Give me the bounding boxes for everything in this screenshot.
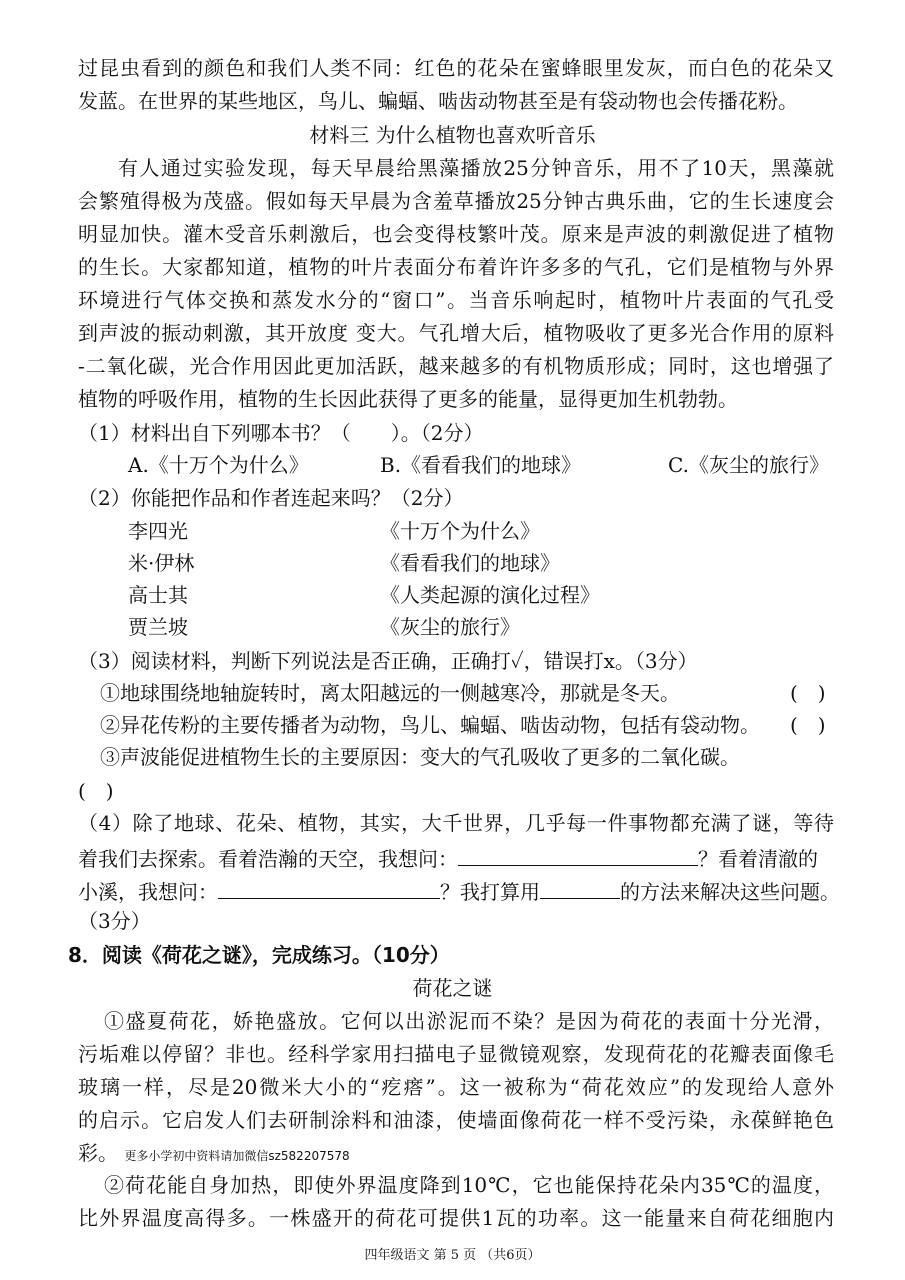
question-1-stem: （1）材料出自下列哪本书？（ ）。（2分） (78, 421, 484, 445)
text-line: -二氧化碳，光合作用因此更加活跃，越来越多的有机物质形成；同时，这也增强了 (78, 354, 834, 378)
author-item[interactable]: 米·伊林 (128, 551, 195, 575)
author-item[interactable]: 贾兰坡 (128, 615, 188, 639)
question-4-score: （3分） (78, 909, 151, 933)
author-item[interactable]: 李四光 (128, 519, 188, 543)
question-4-text: 着我们去探索。看着浩瀚的天空，我想问： (78, 847, 458, 871)
page-footer: 四年级语文 第 5 页 （共6页） (364, 1248, 541, 1263)
text-line: 污垢难以停留？非也。经科学家用扫描电子显微镜观察，发现荷花的花瓣表面像毛 (78, 1042, 834, 1066)
judgement-statement: ①地球围绕地轴旋转时，离太阳越远的一侧越寒冷，那就是冬天。 (100, 681, 680, 705)
answer-blank-sky[interactable] (458, 843, 698, 866)
text-line: ②荷花能自身加热，即使外界温度降到10℃，它也能保持花朵内35℃的温度， (104, 1173, 834, 1197)
question-1-option-b[interactable]: B.《看看我们的地球》 (380, 453, 582, 477)
judgement-answer-paren[interactable]: ( ) (790, 681, 826, 705)
text-line: 发蓝。在世界的某些地区，鸟儿、蝙蝠、啮齿动物甚至是有袋动物也会传播花粉。 (78, 89, 798, 113)
text-line: 到声波的振动刺激，其开放度 变大。气孔增大后，植物吸收了更多光合作用的原料 (78, 321, 834, 345)
question-4-text: ？看着清澈的 (698, 847, 818, 871)
question-8-heading: 8．阅读《荷花之谜》，完成练习。（10分） (68, 943, 450, 967)
judgement-answer-paren[interactable]: ( ) (78, 779, 114, 803)
text-line: 的启示。它启发人们去研制涂料和油漆，使墙面像荷花一样不受污染，永葆鲜艳色 (78, 1108, 834, 1132)
question-4-text: ？我打算用 (440, 880, 540, 904)
judgement-statement: ②异花传粉的主要传播者为动物，鸟儿、蝙蝠、啮齿动物，包括有袋动物。 (100, 713, 760, 737)
question-4-text: 的方法来解决这些问题。 (620, 880, 840, 904)
question-2-stem: （2）你能把作品和作者连起来吗？（2分） (78, 486, 464, 510)
text-line: 环境进行气体交换和蒸发水分的“窗口”。当音乐响起时，植物叶片表面的气孔受 (78, 288, 834, 312)
text-line: ①盛夏荷花，娇艳盛放。它何以出淤泥而不染？是因为荷花的表面十分光滑， (104, 1009, 834, 1033)
passage-title: 荷花之谜 (412, 976, 493, 1000)
text-line: 过昆虫看到的颜色和我们人类不同：红色的花朵在蜜蜂眼里发灰，而白色的花朵又 (78, 56, 834, 80)
watermark-note: 更多小学初中资料请加微信sz582207578 (124, 1149, 350, 1163)
question-4-stem: （4）除了地球、花朵、植物，其实，大千世界，几乎每一件事物都充满了谜，等待 (78, 811, 834, 835)
work-item[interactable]: 《看看我们的地球》 (380, 551, 560, 575)
answer-blank-stream[interactable] (218, 876, 440, 899)
text-line: 植物的呼吸作用，植物的生长因此获得了更多的能量，显得更加生机勃勃。 (78, 387, 738, 411)
question-4-text: 小溪，我想问： (78, 880, 218, 904)
question-4-line (78, 876, 840, 905)
question-1-option-a[interactable]: A.《十万个为什么》 (128, 453, 309, 477)
material-title: 材料三 为什么植物也喜欢听音乐 (309, 123, 596, 147)
work-item[interactable]: 《十万个为什么》 (380, 519, 540, 543)
work-item[interactable]: 《人类起源的演化过程》 (380, 583, 600, 607)
judgement-answer-paren[interactable]: ( ) (790, 713, 826, 737)
answer-blank-method[interactable] (540, 876, 620, 899)
question-1-option-c[interactable]: C.《灰尘的旅行》 (668, 453, 829, 477)
text-line: 明显加快。灌木受音乐刺激后，也会变得枝繁叶茂。原来是声波的刺激促进了植物 (78, 222, 834, 246)
text-line: 的生长。大家都知道，植物的叶片表面分布着许许多多的气孔，它们是植物与外界 (78, 255, 834, 279)
text-line: 彩。 (78, 1141, 118, 1165)
text-line (78, 1140, 350, 1169)
question-4-line (78, 843, 818, 872)
text-line: 玻璃一样，尽是20微米大小的“疙瘩”。这一被称为“荷花效应”的发现给人意外 (78, 1075, 834, 1099)
judgement-statement: ③声波能促进植物生长的主要原因：变大的气孔吸收了更多的二氧化碳。 (100, 745, 740, 769)
text-line: 会繁殖得极为茂盛。假如每天早晨为含羞草播放25分钟古典乐曲，它的生长速度会 (78, 189, 834, 213)
text-line: 有人通过实验发现，每天早晨给黑藻播放25分钟音乐，用不了10天，黑藻就 (118, 156, 834, 180)
work-item[interactable]: 《灰尘的旅行》 (380, 615, 520, 639)
text-line: 比外界温度高得多。一株盛开的荷花可提供1瓦的功率。这一能量来自荷花细胞内 (78, 1206, 834, 1230)
question-3-stem: （3）阅读材料，判断下列说法是否正确，正确打✓，错误打x。（3分） (78, 649, 698, 673)
author-item[interactable]: 高士其 (128, 583, 188, 607)
